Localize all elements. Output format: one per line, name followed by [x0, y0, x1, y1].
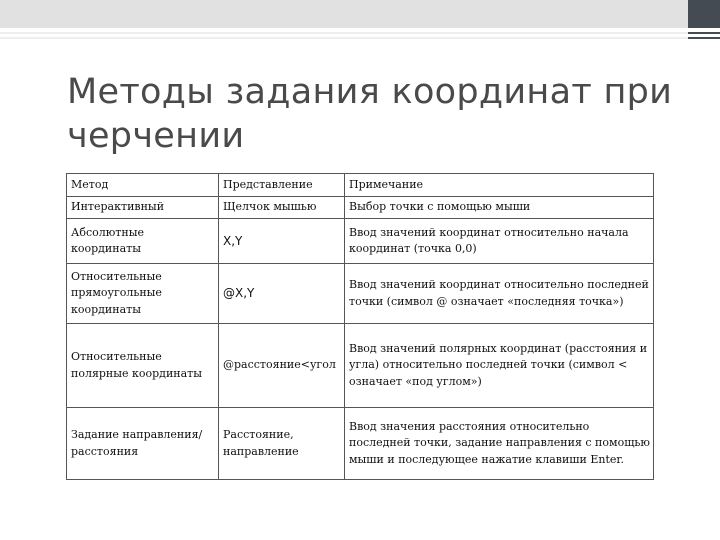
cell-representation: X,Y — [219, 219, 345, 264]
decorative-line — [0, 32, 720, 34]
table-row — [67, 264, 654, 324]
cell-method: Задание направления/ расстояния — [67, 408, 219, 480]
cell-method: Абсолютные координаты — [67, 219, 219, 264]
header-note: Примечание — [345, 174, 654, 197]
cell-representation: Щелчок мышью — [219, 197, 345, 219]
methods-table — [66, 173, 654, 480]
table-row — [67, 324, 654, 408]
cell-representation: @X,Y — [219, 264, 345, 324]
table-header-row — [67, 174, 654, 197]
decorative-bar-light — [0, 0, 688, 28]
cell-note: Выбор точки с помощью мыши — [345, 197, 654, 219]
cell-method: Относительные прямоугольные координаты — [67, 264, 219, 324]
decorative-top-bar — [0, 0, 720, 28]
cell-method: Интерактивный — [67, 197, 219, 219]
table-row — [67, 219, 654, 264]
decorative-bar-dark — [688, 0, 720, 28]
cell-note: Ввод значений полярных координат (расстояния и угла) относительно последней точки (символ < означает «под углом») — [345, 324, 654, 408]
table-row — [67, 408, 654, 480]
cell-representation: Расстояние, направление — [219, 408, 345, 480]
cell-note: Ввод значения расстояния относительно последней точки, задание направления с помощью мыши и последующее нажатие клавиши Enter. — [345, 408, 654, 480]
table-row — [67, 197, 654, 219]
slide-title: Методы задания координат при черчении — [67, 72, 673, 156]
header-method: Метод — [67, 174, 219, 197]
cell-note: Ввод значений координат относительно последней точки (символ @ означает «последняя точка») — [345, 264, 654, 324]
header-representation: Представление — [219, 174, 345, 197]
cell-method: Относительные полярные координаты — [67, 324, 219, 408]
cell-note: Ввод значений координат относительно начала координат (точка 0,0) — [345, 219, 654, 264]
cell-representation: @расстояние<угол — [219, 324, 345, 408]
decorative-line — [0, 37, 720, 39]
